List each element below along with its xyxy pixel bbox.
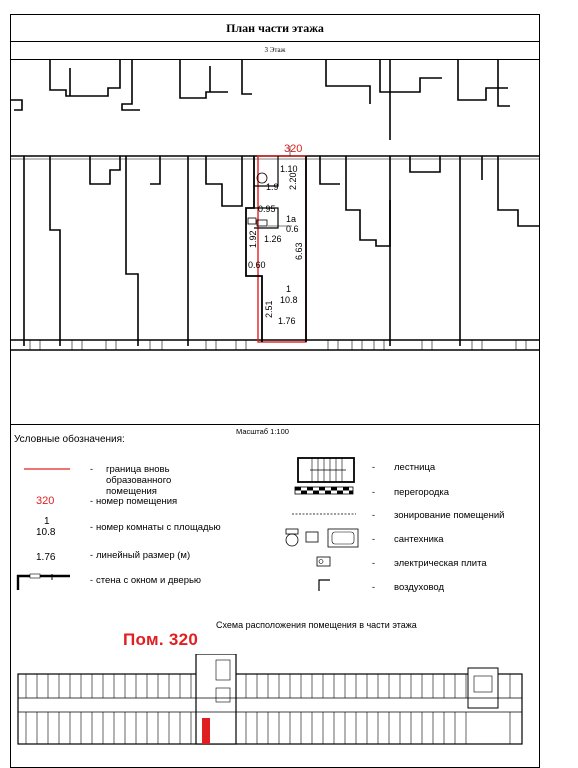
- legend-item-label: линейный размер (м): [96, 550, 191, 561]
- dim-label: 0.6: [286, 224, 299, 234]
- duct-icon: [318, 578, 332, 592]
- room-id: 1а: [286, 214, 297, 224]
- scheme-title: Схема расположения помещения в части этажа: [216, 620, 417, 630]
- room-area: 10.8: [280, 295, 298, 305]
- upper-room-wall: [122, 60, 140, 110]
- floor-label: 3 Этаж: [10, 42, 540, 60]
- dim-label: 1.92: [248, 230, 258, 248]
- legend-sample-dimension: 1.76: [36, 552, 56, 563]
- legend-item-label: зонирование помещений: [394, 510, 505, 521]
- legend-title: Условные обозначения:: [14, 434, 125, 445]
- legend-sample-room-area: 10.8: [36, 527, 56, 538]
- page-title: План части этажа: [10, 14, 540, 42]
- wall-icon: [16, 572, 72, 592]
- legend-dash: -: [90, 464, 93, 474]
- legend-item-label: номер помещения: [96, 496, 178, 507]
- legend-sample-room-id: 1: [44, 516, 50, 527]
- room-320-highlight: [202, 718, 210, 744]
- dim-label: 6.63: [294, 242, 304, 260]
- dim-label: 1.10: [280, 164, 298, 174]
- zoning-line: [292, 512, 358, 516]
- upper-wall: [10, 60, 22, 110]
- legend-item-label: перегородка: [394, 487, 450, 498]
- legend-item-label: стена с окном и дверью: [96, 575, 202, 586]
- legend-red-line: [24, 466, 72, 472]
- legend-item-label: электрическая плита: [394, 558, 487, 569]
- scale-label: Масштаб 1:100: [236, 427, 289, 436]
- upper-room-wall: [50, 60, 120, 96]
- legend-item-label: лестница: [394, 462, 436, 473]
- legend-dash: -: [372, 462, 375, 472]
- legend-item-label: граница вновь образованного помещения: [106, 464, 172, 497]
- legend-item-label: номер комнаты с площадью: [96, 522, 221, 533]
- legend-dash: -: [372, 510, 375, 520]
- dim-label: 0.60: [248, 260, 266, 270]
- room-id: 1: [286, 284, 292, 294]
- stove-icon: [248, 218, 256, 224]
- sanitary-icon: [282, 526, 362, 550]
- dim-label: 2.51: [264, 300, 274, 318]
- dim-label: 1.26: [264, 234, 282, 244]
- floor-plan: [10, 60, 540, 360]
- legend-dash: -: [372, 558, 375, 568]
- legend-dash: -: [372, 534, 375, 544]
- dim-label: 2.20: [288, 172, 298, 190]
- stove-icon: [316, 556, 332, 568]
- dim-label: 1.9: [266, 182, 279, 192]
- upper-room-wall: [458, 60, 508, 100]
- stairs-icon: [292, 454, 358, 484]
- upper-room-wall: [242, 60, 252, 94]
- legend-item-label: сантехника: [394, 534, 444, 545]
- upper-room-wall: [326, 60, 370, 104]
- dim-label: 0.95: [258, 204, 276, 214]
- legend-dash: -: [90, 522, 93, 532]
- legend-item-label: воздуховод: [394, 582, 445, 593]
- partition-icon: [294, 486, 356, 496]
- legend-dash: -: [372, 487, 375, 497]
- dim-label: 1.76: [278, 316, 296, 326]
- room-pointer-label: Пом. 320: [123, 630, 199, 649]
- legend-dash: -: [90, 575, 93, 585]
- location-scheme: [12, 654, 540, 764]
- room-number: 320: [284, 143, 303, 155]
- upper-room-wall: [180, 60, 228, 98]
- legend-sample-room-number: 320: [36, 495, 55, 507]
- legend-dash: -: [90, 496, 93, 506]
- legend-dash: -: [372, 582, 375, 592]
- plan-separator: [10, 424, 540, 425]
- legend-dash: -: [90, 550, 93, 560]
- upper-room-wall: [498, 60, 510, 106]
